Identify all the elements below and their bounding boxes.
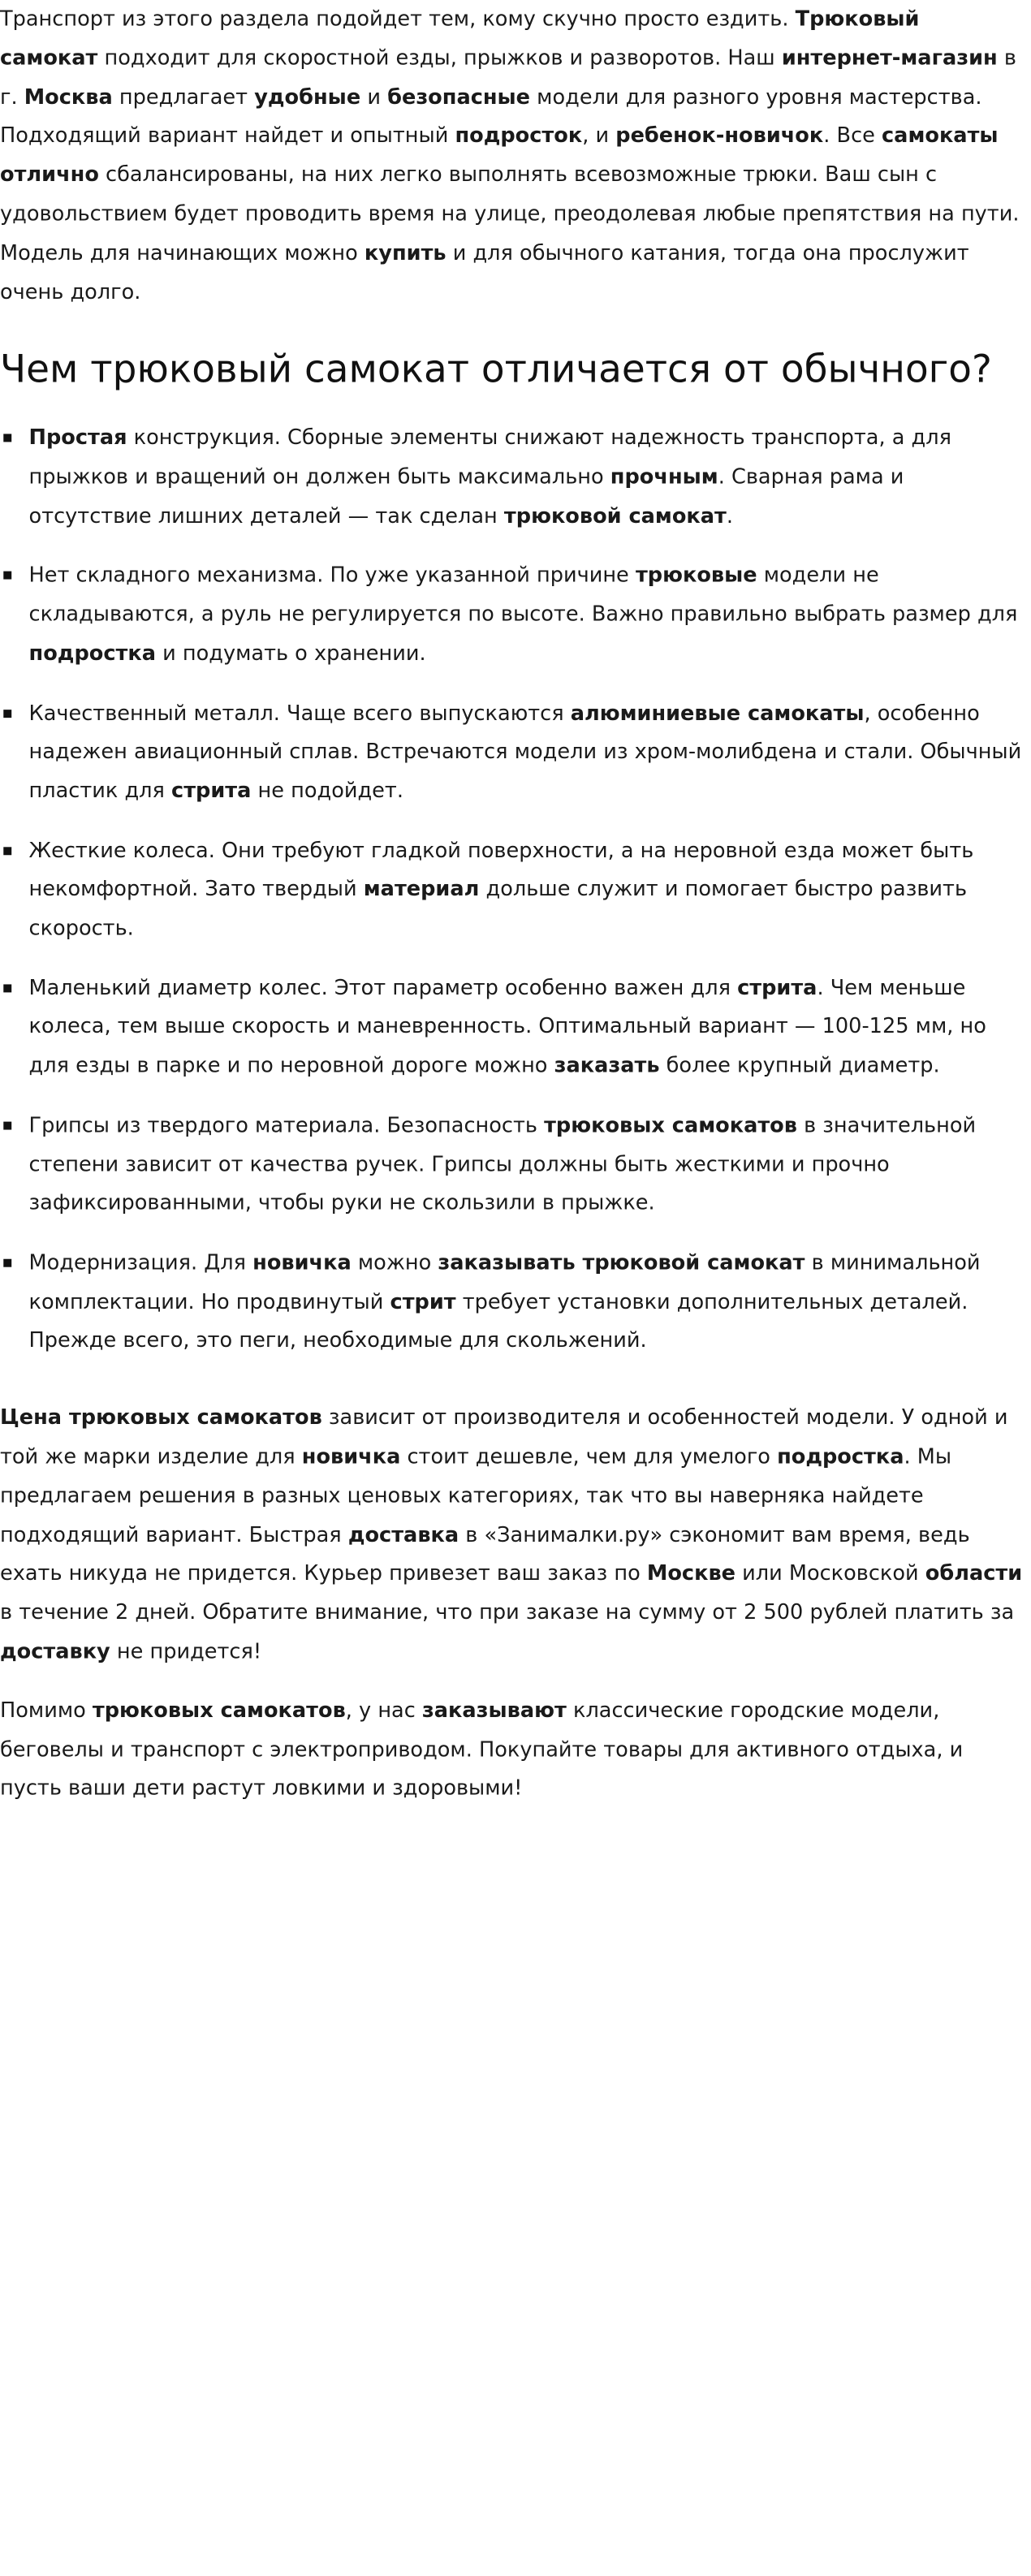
text-run: в течение 2 дней. Обратите внимание, что при заказе на сумму от 2 500 рублей платить за [0,1600,1015,1625]
text-run: , и [582,123,616,149]
emphasis-text: безопасные [387,84,531,110]
emphasis-text: подростка [777,1444,904,1469]
intro-paragraph [0,0,1022,312]
text-run: Модернизация. Для [28,1250,253,1275]
text-run: подходит для скоростной езды, прыжков и разворотов. Наш [97,45,782,71]
text-run: зависит от производителя и особенностей модели. У одной и той же марки изделие для [0,1405,1008,1469]
text-run: и подумать о хранении. [155,641,426,667]
emphasis-text: ребенок-новичок [615,123,824,149]
emphasis-text: интернет-магазин [781,45,998,71]
emphasis-text: удобные [254,84,361,110]
emphasis-text: подросток [455,123,583,149]
text-run: конструкция. Сборные элементы снижают надежность транспорта, а для прыжков и вращений он должен быть максимально [28,426,952,490]
emphasis-text: трюковые [635,563,757,589]
text-run: Качественный металл. Чаще всего выпускаются [28,701,571,726]
emphasis-text: купить [364,240,446,265]
text-run: в г. [0,45,1016,110]
text-run: требует установки дополнительных деталей. Прежде всего, это пеги, необходимые для скольжений. [28,1289,968,1353]
list-item [0,1107,1022,1223]
text-run: более крупный диаметр. [659,1054,940,1078]
emphasis-text: заказывать трюковой самокат [438,1250,805,1275]
emphasis-text: трюковых самокатов [544,1113,797,1138]
emphasis-text: Цена трюковых самокатов [0,1405,322,1430]
text-run: . Мы предлагаем решения в разных ценовых категориях, так что вы наверняка найдете подходящий вариант. Быстрая [0,1444,952,1547]
text-run: . Чем меньше колеса, тем выше скорость и маневренность. Оптимальный вариант — 100-125 мм, но для езды в парке и по неровной дороге можно [28,976,986,1078]
features-list [0,420,1022,1361]
text-run: можно [351,1250,438,1275]
text-run: Нет складного механизма. По уже указанной причине [28,563,636,589]
emphasis-text: Москва [24,84,113,110]
text-run: , у нас [345,1698,422,1723]
text-run: , особенно надежен авиационный сплав. Встречаются модели из хром-молибдена и стали. Обычный пластик для [28,701,1022,804]
text-run: и для обычного катания, тогда она прослужит очень долго. [0,240,969,304]
text-run: или Московской [736,1561,925,1586]
list-item [0,694,1022,811]
text-run: в «Занималки.ру» сэкономит вам время, ведь ехать никуда не придется. Курьер привезет ваш заказ по [0,1522,970,1586]
list-item [0,1244,1022,1361]
emphasis-text: подростка [28,641,156,667]
price-delivery-paragraph [0,1399,1022,1672]
emphasis-text: доставка [347,1522,459,1547]
emphasis-text: трюковой самокат [503,504,727,529]
emphasis-text: материал [363,877,480,902]
emphasis-text: Трюковый самокат [0,6,920,71]
emphasis-text: трюковых самокатов [92,1698,346,1723]
emphasis-text: стрита [737,976,817,1000]
emphasis-text: алюминиевые самокаты [570,701,865,726]
emphasis-text: Простая [28,426,127,451]
closing-paragraph [0,1692,1022,1809]
text-run: и [360,84,388,110]
text-run: Маленький диаметр колес. Этот параметр особенно важен для [28,976,738,1000]
text-run: модели не складываются, а руль не регулируется по высоте. Важно правильно выбрать размер для [28,563,1018,628]
text-run: в значительной степени зависит от качества ручек. Грипсы должны быть жесткими и прочно зафиксированными, чтобы руки не скользили в прыжке. [28,1113,977,1216]
emphasis-text: прочным [610,465,718,490]
list-item [0,969,1022,1086]
text-run: . Все [823,123,882,149]
text-run: стоит дешевле, чем для умелого [400,1444,778,1469]
text-run: Грипсы из твердого материала. Безопасность [28,1113,545,1138]
emphasis-text: доставку [0,1639,110,1664]
text-run: в минимальной комплектации. Но продвинутый [28,1250,981,1314]
text-run: . [726,504,734,529]
text-run: модели для разного уровня мастерства. Подходящий вариант найдет и опытный [0,84,982,149]
text-run: Транспорт из этого раздела подойдет тем, кому скучно просто ездить. [0,6,796,32]
list-item [0,557,1022,674]
text-run: дольше служит и помогает быстро развить скорость. [28,877,968,941]
section-heading: Чем трюковый самокат отличается от обычного? [0,346,992,392]
text-run: Помимо [0,1698,93,1723]
list-item [0,420,1022,537]
text-run: сбалансированы, на них легко выполнять всевозможные трюки. Ваш сын с удовольствием будет проводить время на улице, преодолевая любые препятствия на пути. Модель для начинающих можно [0,162,1020,265]
text-run: . Сварная рама и отсутствие лишних деталей — так сделан [28,465,904,529]
emphasis-text: заказать [554,1054,660,1078]
list-item [0,831,1022,948]
emphasis-text: стрита [171,779,252,804]
text-run: классические городские модели, беговелы и транспорт с электроприводом. Покупайте товары для активного отдыха, и пусть ваши дети растут ловкими и здоровыми! [0,1698,964,1801]
emphasis-text: Москве [646,1561,736,1586]
text-run: не придется! [110,1639,262,1664]
emphasis-text: заказывают [421,1698,567,1723]
text-run: не подойдет. [251,779,403,804]
emphasis-text: области [925,1561,1023,1586]
text-run: предлагает [112,84,255,110]
emphasis-text: новичка [252,1250,352,1275]
emphasis-text: новичка [301,1444,401,1469]
emphasis-text: самокаты отлично [0,123,999,188]
emphasis-text: стрит [390,1289,456,1314]
text-run: Жесткие колеса. Они требуют гладкой поверхности, а на неровной езда может быть некомфортной. Зато твердый [28,838,974,902]
